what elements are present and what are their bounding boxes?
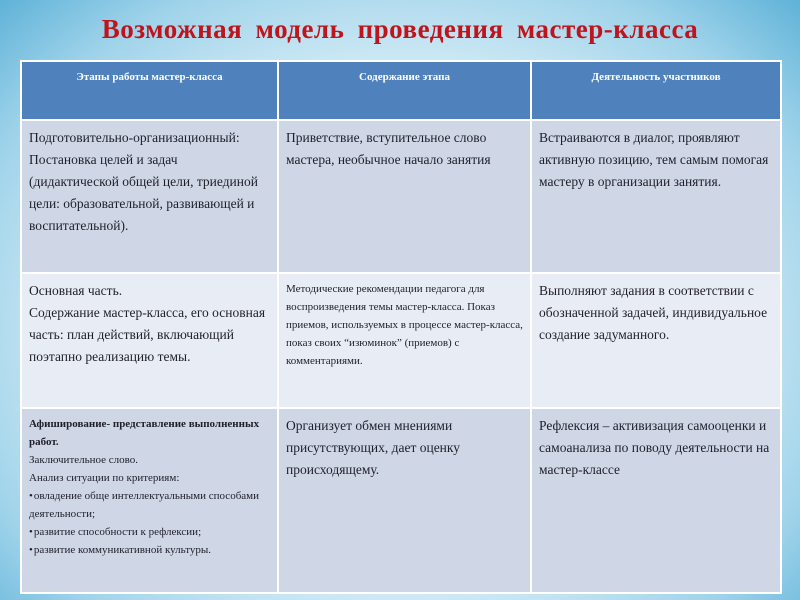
- activity-cell: Рефлексия – активизация самооценки и самоанализа по поводу деятельности на мастер-классе: [531, 408, 781, 593]
- activity-cell: Выполняют задания в соответствии с обозначенной задачей, индивидуальное создание задуманного.: [531, 273, 781, 408]
- criteria-item: • развитие коммуникативной культуры.: [29, 541, 270, 559]
- stage-title: Афиширование- представление выполненных работ.: [29, 418, 260, 448]
- stage-text: Постановка целей и задач (дидактической общей цели, триединой цели: образовательной, развивающей и воспитательной).: [29, 152, 258, 233]
- stage-cell: [21, 120, 278, 273]
- master-class-table: [20, 60, 782, 594]
- slide-title: Возможная модель проведения мастер-класса: [101, 14, 699, 44]
- table-row: [21, 408, 781, 593]
- stage-cell: [21, 273, 278, 408]
- criteria-item: • овладение обще интеллектуальными способами деятельности;: [29, 487, 270, 523]
- stage-text: Заключительное слово.: [29, 454, 139, 466]
- criteria-item: • развитие способности к рефлексии;: [29, 523, 270, 541]
- header-stages: Этапы работы мастер-класса: [21, 61, 278, 120]
- activity-cell: Встраиваются в диалог, проявляют активную позицию, тем самым помогая мастеру в организации занятия.: [531, 120, 781, 273]
- table-row: [21, 120, 781, 273]
- header-activity: Деятельность участников: [531, 61, 781, 120]
- stage-text: Анализ ситуации по критериям:: [29, 472, 180, 484]
- stage-cell: [21, 408, 278, 593]
- content-cell: Организует обмен мнениями присутствующих, дает оценку происходящему.: [278, 408, 531, 593]
- stage-title: Основная часть.: [29, 283, 123, 298]
- stage-title: Подготовительно-организационный:: [29, 130, 240, 145]
- stage-text: Содержание мастер-класса, его основная часть: план действий, включающий поэтапно реализацию темы.: [29, 305, 266, 364]
- content-cell: Приветствие, вступительное слово мастера, необычное начало занятия: [278, 120, 531, 273]
- header-content: Содержание этапа: [278, 61, 531, 120]
- table-header-row: [21, 61, 781, 120]
- table-row: [21, 273, 781, 408]
- content-cell: Методические рекомендации педагога для воспроизведения темы мастер-класса. Показ приемов, используемых в процессе мастер-класса, показ своих “изюминок” (приемов) с комментариями.: [278, 273, 531, 408]
